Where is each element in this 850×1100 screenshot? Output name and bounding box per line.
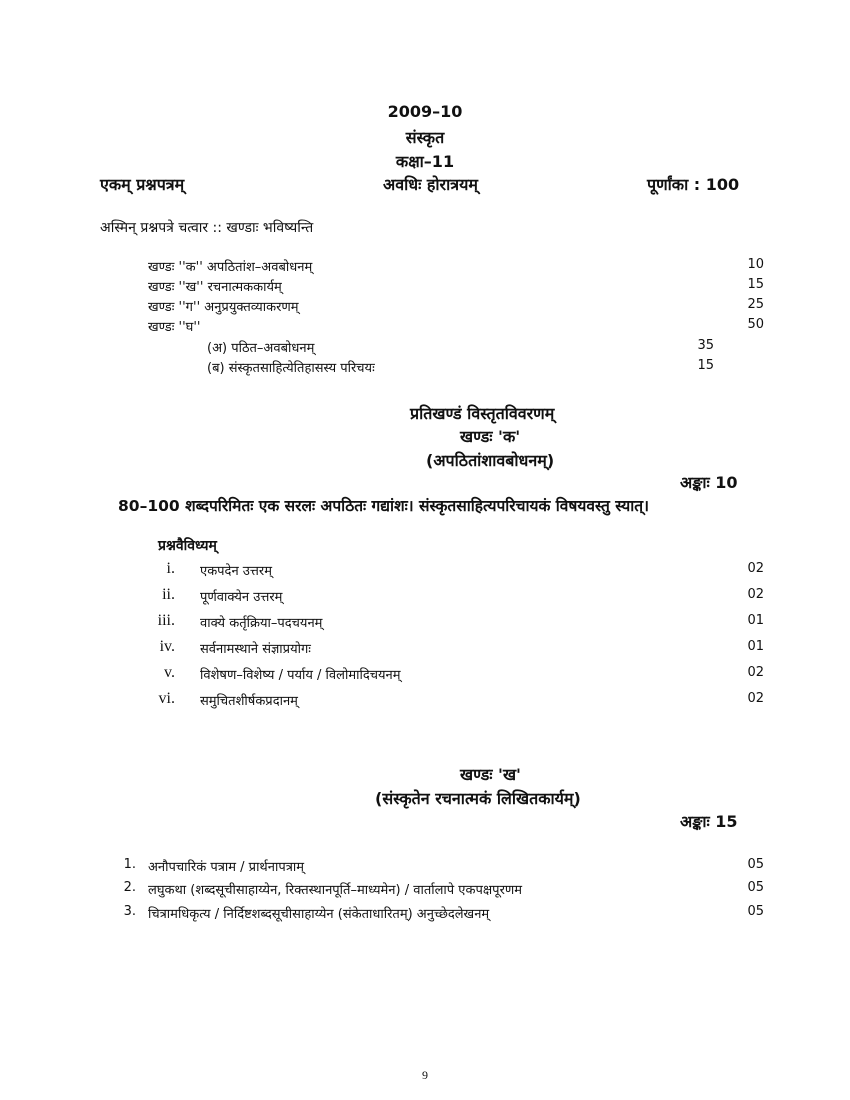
subject-title: संस्कृत xyxy=(405,128,445,147)
task-label: चित्रामधिकृत्य / निर्दिष्टशब्दसूचीसाहाय्येन (संकेताधारितम्) अनुच्छेदलेखनम् xyxy=(148,907,490,922)
task-number: 2. xyxy=(123,880,136,895)
detail-title: प्रतिखण्डं विस्तृतविवरणम् xyxy=(410,404,555,423)
khand-ka-marks: अङ्काः 10 xyxy=(680,473,738,492)
section-label: खण्डः ''घ'' xyxy=(148,320,201,335)
task-marks: 05 xyxy=(747,857,764,872)
item-label: सर्वनामस्थाने संज्ञाप्रयोगः xyxy=(200,642,311,657)
khand-kha-subtitle: (संस्कृतेन रचनात्मकं लिखितकार्यम्) xyxy=(375,789,581,808)
item-label: एकपदेन उत्तरम् xyxy=(200,564,273,579)
task-number: 1. xyxy=(123,857,136,872)
subsection-marks: 15 xyxy=(697,358,714,373)
item-numeral: i. xyxy=(166,560,175,577)
subsection-marks: 35 xyxy=(697,338,714,353)
khand-kha-marks: अङ्काः 15 xyxy=(680,812,738,831)
item-label: विशेषण–विशेष्य / पर्याय / विलोमादिचयनम् xyxy=(200,668,401,683)
item-marks: 02 xyxy=(747,561,764,576)
task-marks: 05 xyxy=(747,880,764,895)
variety-heading: प्रश्नवैविध्यम् xyxy=(158,538,217,554)
khand-kha-title: खण्डः 'ख' xyxy=(460,765,521,784)
task-label: लघुकथा (शब्दसूचीसाहाय्येन, रिक्तस्थानपूर्ति–माध्यमेन) / वार्तालापे एकपक्षपूरणम xyxy=(148,883,523,898)
full-marks: पूर्णांका : 100 xyxy=(647,175,740,194)
task-label: अनौपचारिकं पत्राम / प्रार्थनापत्राम् xyxy=(148,860,305,875)
class-label: कक्षा–11 xyxy=(395,152,455,171)
item-marks: 02 xyxy=(747,665,764,680)
subsection-label: (ब) संस्कृतसाहित्येतिहासस्य परिचयः xyxy=(207,361,375,376)
task-marks: 05 xyxy=(747,904,764,919)
task-number: 3. xyxy=(123,904,136,919)
section-label: खण्डः ''ख'' रचनात्मककार्यम् xyxy=(148,280,282,295)
page-number: 9 xyxy=(422,1068,428,1082)
paper-label: एकम् प्रश्नपत्रम् xyxy=(100,175,185,194)
item-label: पूर्णवाक्येन उत्तरम् xyxy=(200,590,283,605)
item-marks: 01 xyxy=(747,613,764,628)
item-numeral: vi. xyxy=(158,690,175,707)
section-marks: 10 xyxy=(747,257,764,272)
item-numeral: v. xyxy=(164,664,175,681)
duration-label: अवधिः होरात्रयम् xyxy=(383,175,478,194)
item-numeral: ii. xyxy=(162,586,175,603)
item-marks: 02 xyxy=(747,691,764,706)
item-label: वाक्ये कर्तृक्रिया–पदचयनम् xyxy=(200,616,323,631)
item-numeral: iv. xyxy=(159,638,175,655)
khand-ka-description: 80–100 शब्दपरिमितः एक सरलः अपठितः गद्यांशः। संस्कृतसाहित्यपरिचायकं विषयवस्तु स्यात्। xyxy=(118,497,649,515)
section-label: खण्डः ''ग'' अनुप्रयुक्तव्याकरणम् xyxy=(148,300,299,315)
section-marks: 15 xyxy=(747,277,764,292)
khand-ka-subtitle: (अपठितांशावबोधनम्) xyxy=(426,451,555,470)
item-marks: 01 xyxy=(747,639,764,654)
subsection-label: (अ) पठित–अवबोधनम् xyxy=(207,341,315,356)
khand-ka-title: खण्डः 'क' xyxy=(460,427,521,446)
intro-text: अस्मिन् प्रश्नपत्रे चत्वार :: खण्डाः भविष्यन्ति xyxy=(100,220,314,236)
item-label: समुचितशीर्षकप्रदानम् xyxy=(200,694,298,709)
item-numeral: iii. xyxy=(157,612,175,629)
year: 2009–10 xyxy=(387,102,463,121)
section-marks: 50 xyxy=(747,317,764,332)
section-marks: 25 xyxy=(747,297,764,312)
section-label: खण्डः ''क'' अपठितांश–अवबोधनम् xyxy=(148,260,313,275)
item-marks: 02 xyxy=(747,587,764,602)
